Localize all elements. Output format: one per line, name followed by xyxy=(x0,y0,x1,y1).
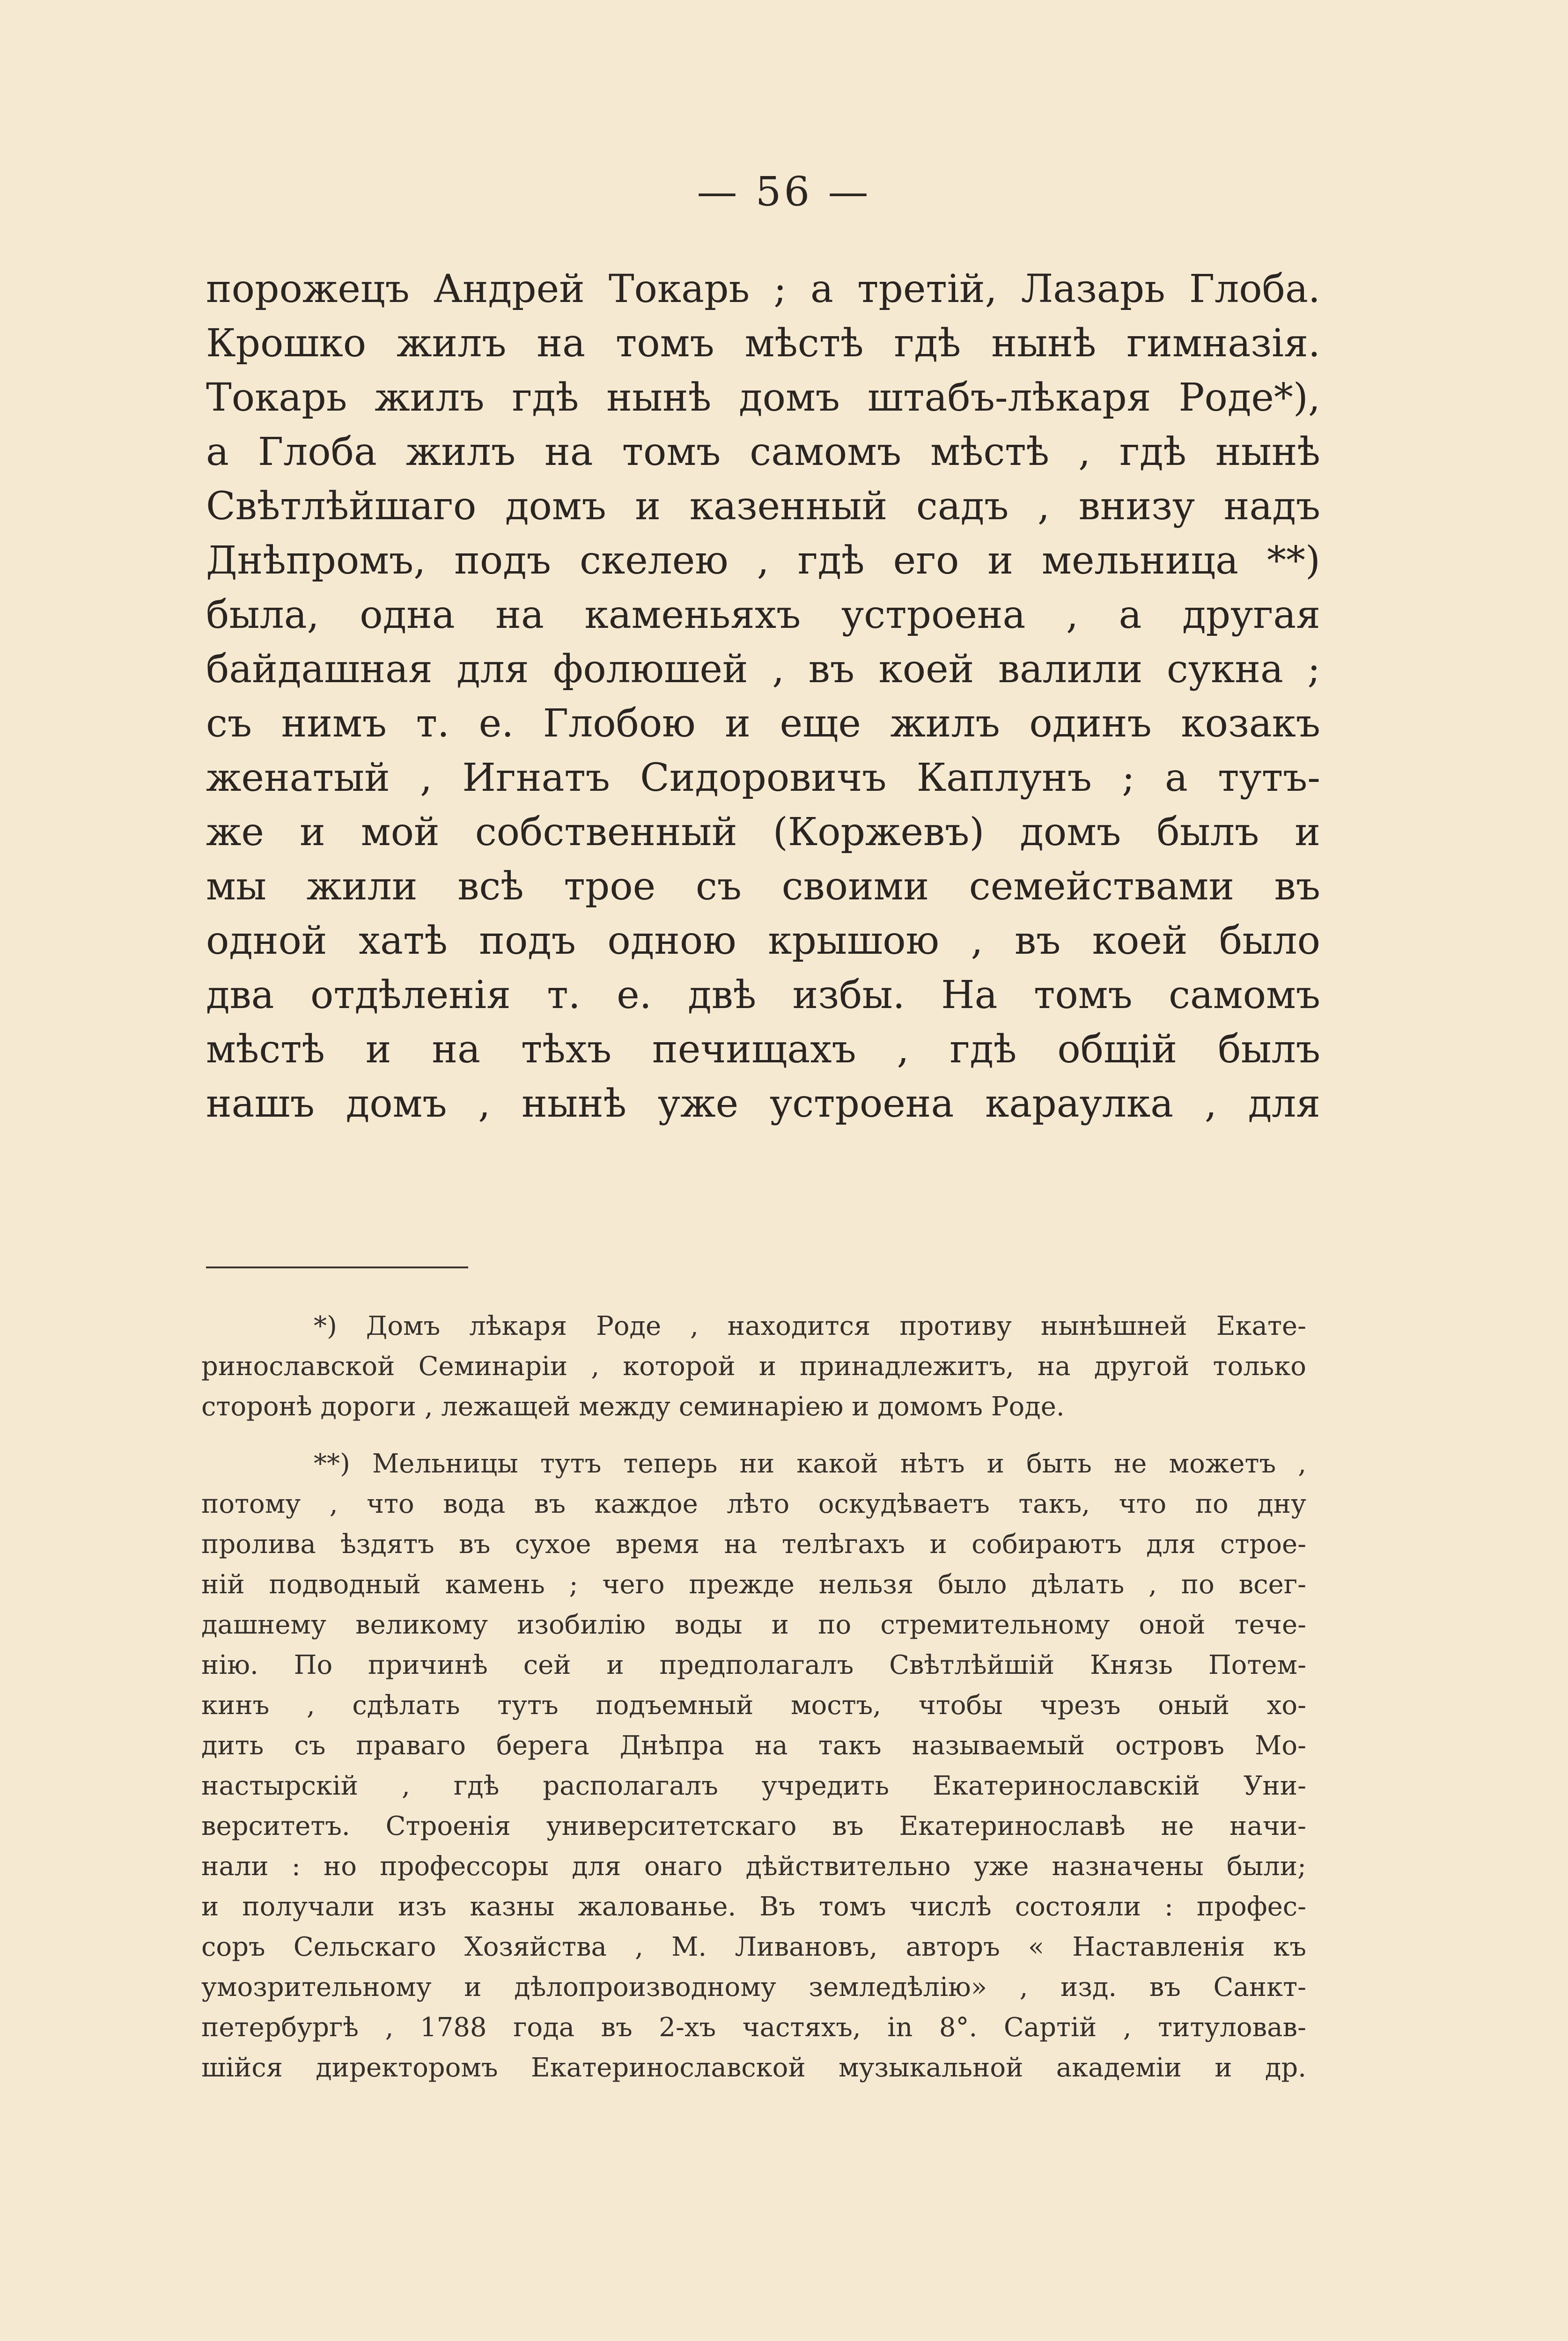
footnote-line: настырскій , гдѣ располагалъ учредить Екатеринославскій Уни- xyxy=(201,1771,1306,1801)
main-text-line: байдашная для фолюшей , въ коей валили сукна ; xyxy=(206,647,1320,692)
footnote-line: ній подводный камень ; чего прежде нельзя было дѣлать , по всег- xyxy=(201,1569,1306,1600)
footnote-line: ринославской Семинаріи , которой и принадлежитъ, на другой только xyxy=(201,1351,1306,1382)
main-text-line: нашъ домъ , нынѣ уже устроена караулка , для xyxy=(206,1082,1320,1126)
main-text-line: Свѣтлѣйшаго домъ и казенный садъ , внизу надъ xyxy=(206,484,1320,529)
main-text-line: одной хатѣ подъ одною крышою , въ коей было xyxy=(206,919,1320,963)
main-text-line: мѣстѣ и на тѣхъ печищахъ , гдѣ общій былъ xyxy=(206,1027,1320,1072)
main-text-line: порожецъ Андрей Токарь ; а третій, Лазарь Глоба. xyxy=(206,267,1320,311)
footnote-line: петербургѣ , 1788 года въ 2-хъ частяхъ, in 8°. Сартій , титуловав- xyxy=(201,2012,1306,2043)
footnotes-block xyxy=(201,1306,1306,2088)
footnote-line: соръ Сельскаго Хозяйства , М. Ливановъ, авторъ « Наставленія къ xyxy=(201,1932,1306,1962)
main-text-line: два отдѣленія т. е. двѣ избы. На томъ самомъ xyxy=(206,973,1320,1017)
main-text-line: мы жили всѣ трое съ своими семействами въ xyxy=(206,864,1320,909)
main-text-line: съ нимъ т. е. Глобою и еще жилъ одинъ козакъ xyxy=(206,701,1320,746)
main-text-line: Днѣпромъ, подъ скелею , гдѣ его и мельница **) xyxy=(206,538,1320,583)
main-text-line: Токарь жилъ гдѣ нынѣ домъ штабъ-лѣкаря Роде*), xyxy=(206,375,1320,420)
footnote-2 xyxy=(201,1444,1306,2088)
main-text-line: а Глоба жилъ на томъ самомъ мѣстѣ , гдѣ нынѣ xyxy=(206,430,1320,474)
main-text-line: женатый , Игнатъ Сидоровичъ Каплунъ ; а тутъ- xyxy=(206,756,1320,800)
footnote-line: пролива ѣздятъ въ сухое время на телѣгахъ и собираютъ для строе- xyxy=(201,1529,1306,1560)
footnote-line: верситетъ. Строенія университетскаго въ Екатеринославѣ не начи- xyxy=(201,1811,1306,1841)
footnote-line: и получали изъ казны жалованье. Въ томъ числѣ состояли : профес- xyxy=(201,1892,1306,1922)
footnote-line: дить съ праваго берега Днѣпра на такъ называемый островъ Мо- xyxy=(201,1730,1306,1761)
main-text-line: же и мой собственный (Коржевъ) домъ былъ и xyxy=(206,810,1320,854)
footnote-line: потому , что вода въ каждое лѣто оскудѣваетъ такъ, что по дну xyxy=(201,1489,1306,1519)
footnote-line: **) Мельницы тутъ теперь ни какой нѣтъ и быть не можетъ , xyxy=(314,1449,1306,1479)
footnote-line: шійся директоромъ Екатеринославской музыкальной академіи и др. xyxy=(201,2053,1306,2083)
footnote-line: умозрительному и дѣлопроизводному земледѣлію» , изд. въ Санкт- xyxy=(201,1972,1306,2002)
main-text-line: Крошко жилъ на томъ мѣстѣ гдѣ нынѣ гимназія. xyxy=(206,321,1320,366)
main-text-block xyxy=(206,262,1320,1131)
footnote-line: нію. По причинѣ сей и предполагалъ Свѣтлѣйшій Князь Потем- xyxy=(201,1650,1306,1680)
footnote-line: *) Домъ лѣкаря Роде , находится противу нынѣшней Екате- xyxy=(314,1311,1306,1341)
footnote-line: сторонѣ дороги , лежащей между семинаріею и домомъ Роде. xyxy=(201,1391,1065,1422)
footnote-1 xyxy=(201,1306,1306,1427)
page-number: — 56 — xyxy=(697,169,871,215)
footnote-divider xyxy=(206,1266,468,1268)
footnote-line: кинъ , сдѣлать тутъ подъемный мостъ, чтобы чрезъ оный хо- xyxy=(201,1690,1306,1721)
footnote-line: нали : но профессоры для онаго дѣйствительно уже назначены были; xyxy=(201,1851,1306,1882)
footnote-line: дашнему великому изобилію воды и по стремительному оной тече- xyxy=(201,1610,1306,1640)
main-text-line: была, одна на каменьяхъ устроена , а другая xyxy=(206,593,1320,637)
